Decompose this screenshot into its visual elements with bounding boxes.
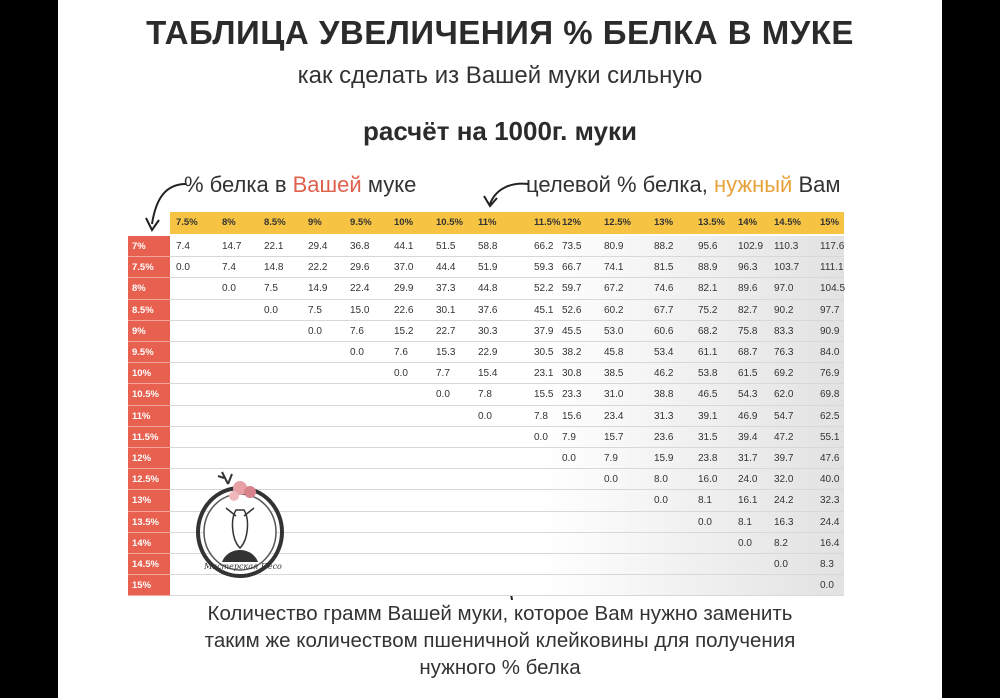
table-cell: 23.1: [534, 368, 554, 380]
table-cell: 30.8: [562, 368, 582, 380]
column-axis-label-post: Вам: [792, 172, 841, 197]
table-cell: 45.1: [534, 304, 554, 316]
table-cell: 90.2: [774, 304, 794, 316]
footer-line-1: Количество грамм Вашей муки, которое Вам нужно заменить: [207, 602, 793, 625]
table-cell: 44.1: [394, 241, 414, 252]
table-cell: 7.7: [436, 368, 450, 380]
row-header: 10%: [132, 368, 152, 380]
table-cell: 61.1: [698, 347, 718, 358]
column-header: 13%: [654, 217, 674, 228]
table-cell: 54.7: [774, 410, 794, 422]
row-axis-label-highlight: Вашей: [292, 172, 362, 197]
row-header: 9.5%: [132, 347, 154, 358]
row-header-divider: [128, 489, 170, 490]
column-header: 14.5%: [774, 217, 801, 228]
table-cell: 52.6: [562, 304, 582, 316]
column-header: 14%: [738, 217, 758, 228]
table-cell: 82.7: [738, 304, 758, 316]
table-cell: 44.4: [436, 262, 456, 274]
table-cell: 90.9: [820, 325, 840, 337]
page-title: ТАБЛИЦА УВЕЛИЧЕНИЯ % БЕЛКА В МУКЕ: [146, 14, 854, 51]
row-divider: [170, 320, 844, 321]
table-cell: 23.4: [604, 410, 624, 422]
table-cell: 0.0: [774, 559, 788, 570]
table-cell: 7.9: [562, 431, 576, 443]
row-header-divider: [128, 405, 170, 406]
table-cell: 59.3: [534, 262, 554, 274]
table-cell: 37.6: [478, 304, 498, 316]
table-cell: 22.6: [394, 304, 414, 316]
row-header: 10.5%: [132, 389, 159, 401]
table-cell: 32.3: [820, 495, 840, 507]
table-cell: 45.5: [562, 325, 582, 337]
table-cell: 24.0: [738, 474, 758, 486]
table-cell: 39.1: [698, 410, 718, 422]
table-cell: 16.4: [820, 537, 840, 549]
table-cell: 0.0: [394, 368, 408, 380]
table-cell: 111.1: [820, 262, 844, 274]
table-cell: 36.8: [350, 241, 370, 252]
table-cell: 104.5: [820, 283, 846, 295]
table-cell: 16.3: [774, 516, 794, 528]
row-header-divider: [128, 383, 170, 384]
table-cell: 0.0: [604, 474, 618, 486]
row-header-divider: [128, 447, 170, 448]
table-cell: 54.3: [738, 389, 758, 401]
table-cell: 37.0: [394, 262, 414, 274]
row-header: 11%: [132, 410, 151, 422]
table-cell: 39.4: [738, 431, 758, 443]
row-divider: [170, 447, 844, 448]
table-cell: 89.6: [738, 283, 758, 295]
row-divider: [170, 341, 844, 342]
row-header: 8%: [132, 283, 146, 295]
table-cell: 53.8: [698, 368, 718, 380]
row-header-divider: [128, 256, 170, 257]
table-cell: 110.3: [774, 241, 799, 252]
column-header: 15%: [820, 217, 840, 228]
table-cell: 7.9: [604, 453, 618, 464]
table-cell: 24.2: [774, 495, 794, 507]
row-header-divider: [128, 468, 170, 469]
table-cell: 24.4: [820, 516, 840, 528]
table-cell: 15.9: [654, 453, 674, 464]
column-axis-label-pre: целевой % белка,: [526, 172, 714, 197]
table-cell: 44.8: [478, 283, 498, 295]
table-cell: 38.5: [604, 368, 624, 380]
row-header: 13%: [132, 495, 152, 507]
column-header: 11%: [478, 217, 497, 228]
row-divider: [170, 595, 844, 596]
footer-line-3: нужного % белка: [419, 656, 581, 679]
column-header: 10.5%: [436, 217, 463, 228]
table-cell: 38.8: [654, 389, 674, 401]
row-axis-label: [184, 172, 416, 198]
table-cell: 0.0: [478, 410, 492, 422]
table-cell: 16.1: [738, 495, 758, 507]
row-header-divider: [128, 299, 170, 300]
table-cell: 76.3: [774, 347, 794, 358]
table-cell: 0.0: [436, 389, 450, 401]
table-cell: 14.9: [308, 283, 328, 295]
table-cell: 75.8: [738, 325, 758, 337]
table-cell: 53.4: [654, 347, 674, 358]
table-cell: 75.2: [698, 304, 718, 316]
table-cell: 37.9: [534, 325, 554, 337]
column-header: 9%: [308, 217, 322, 228]
row-header: 7%: [132, 241, 146, 252]
row-divider: [170, 362, 844, 363]
table-cell: 103.7: [774, 262, 800, 274]
table-cell: 7.5: [308, 304, 322, 316]
table-cell: 31.5: [698, 431, 718, 443]
table-cell: 7.6: [394, 347, 408, 358]
table-cell: 23.6: [654, 431, 674, 443]
table-cell: 7.8: [478, 389, 492, 401]
page-subtitle: как сделать из Вашей муки сильную: [297, 62, 703, 89]
calculation-basis: расчёт на 1000г. муки: [363, 116, 637, 146]
table-cell: 51.5: [436, 241, 456, 252]
table-cell: 117.6: [820, 241, 845, 252]
table-cell: 51.9: [478, 262, 498, 274]
row-header: 14%: [132, 537, 152, 549]
table-cell: 0.0: [534, 431, 548, 443]
table-cell: 37.3: [436, 283, 456, 295]
row-header: 9%: [132, 325, 146, 337]
table-cell: 14.7: [222, 241, 242, 252]
table-cell: 66.7: [562, 262, 582, 274]
table-cell: 29.4: [308, 241, 328, 252]
table-cell: 15.5: [534, 389, 554, 401]
table-cell: 95.6: [698, 241, 718, 252]
row-header: 12.5%: [132, 474, 159, 486]
table-cell: 29.6: [350, 262, 370, 274]
table-cell: 60.6: [654, 325, 674, 337]
table-cell: 62.5: [820, 410, 840, 422]
table-cell: 0.0: [562, 453, 576, 464]
table-cell: 52.2: [534, 283, 554, 295]
table-cell: 7.4: [222, 262, 236, 274]
table-cell: 67.7: [654, 304, 674, 316]
table-cell: 0.0: [350, 347, 364, 358]
table-cell: 46.9: [738, 410, 758, 422]
row-axis-label-pre: % белка в: [184, 172, 293, 197]
row-header-divider: [128, 341, 170, 342]
table-cell: 30.1: [436, 304, 456, 316]
table-cell: 22.1: [264, 241, 284, 252]
row-header: 7.5%: [132, 262, 154, 274]
row-header-divider: [128, 362, 170, 363]
row-divider: [170, 405, 844, 406]
table-cell: 88.9: [698, 262, 718, 274]
table-cell: 61.5: [738, 368, 758, 380]
column-header: 8.5%: [264, 217, 286, 228]
table-cell: 40.0: [820, 474, 840, 486]
table-cell: 32.0: [774, 474, 794, 486]
table-cell: 76.9: [820, 368, 840, 380]
table-cell: 7.5: [264, 283, 278, 295]
table-cell: 88.2: [654, 241, 674, 252]
table-cell: 0.0: [698, 516, 712, 528]
row-header-divider: [128, 320, 170, 321]
table-cell: 73.5: [562, 241, 582, 252]
row-header: 13.5%: [132, 516, 159, 528]
table-cell: 14.8: [264, 262, 284, 274]
table-cell: 0.0: [654, 495, 668, 507]
table-cell: 58.8: [478, 241, 498, 252]
table-cell: 38.2: [562, 347, 582, 358]
column-header: 13.5%: [698, 217, 725, 228]
row-header: 12%: [132, 453, 152, 464]
row-header-divider: [128, 426, 170, 427]
table-cell: 7.6: [350, 325, 364, 337]
table-cell: 46.5: [698, 389, 718, 401]
table-cell: 80.9: [604, 241, 624, 252]
row-divider: [170, 277, 844, 278]
row-divider: [170, 256, 844, 257]
column-header: 7.5%: [176, 217, 198, 228]
table-cell: 53.0: [604, 325, 624, 337]
table-cell: 46.2: [654, 368, 674, 380]
column-axis-label-highlight: нужный: [713, 172, 793, 197]
row-divider: [170, 426, 844, 427]
table-cell: 97.7: [820, 304, 840, 316]
table-cell: 8.0: [654, 474, 668, 486]
row-header-divider: [128, 595, 170, 596]
table-cell: 0.0: [222, 283, 236, 295]
row-header: 14.5%: [132, 559, 159, 570]
column-header: 12%: [562, 217, 582, 228]
table-cell: 30.5: [534, 347, 554, 358]
table-cell: 22.4: [350, 283, 370, 295]
table-cell: 15.7: [604, 431, 624, 443]
table-cell: 0.0: [738, 537, 752, 549]
table-cell: 8.1: [738, 516, 752, 528]
table-cell: 102.9: [738, 241, 764, 252]
table-cell: 7.4: [176, 241, 190, 252]
footer-line-2: таким же количеством пшеничной клейковины для получения: [204, 629, 796, 652]
column-header: 10%: [394, 217, 414, 228]
table-cell: 96.3: [738, 262, 758, 274]
table-cell: 67.2: [604, 283, 624, 295]
table-cell: 47.2: [774, 431, 794, 443]
column-axis-label: [526, 172, 840, 198]
table-cell: 66.2: [534, 241, 554, 252]
curved-arrow-icon: [474, 170, 530, 210]
logo-text: Мастерская Песо: [204, 562, 282, 571]
column-header: 8%: [222, 217, 236, 228]
table-cell: 81.5: [654, 262, 674, 274]
row-header: 15%: [132, 580, 152, 592]
table-cell: 45.8: [604, 347, 624, 358]
table-cell: 15.3: [436, 347, 456, 358]
row-header-divider: [128, 553, 170, 554]
table-cell: 22.9: [478, 347, 498, 358]
table-cell: 16.0: [698, 474, 718, 486]
row-header: 11.5%: [132, 431, 159, 443]
table-cell: 74.6: [654, 283, 674, 295]
table-cell: 23.3: [562, 389, 582, 401]
table-cell: 31.7: [738, 453, 758, 464]
table-cell: 62.0: [774, 389, 794, 401]
footer-note: [58, 600, 942, 681]
table-cell: 39.7: [774, 453, 794, 464]
table-cell: 7.8: [534, 410, 548, 422]
row-axis-label-post: муке: [361, 172, 417, 197]
table-cell: 8.2: [774, 537, 788, 549]
table-cell: 69.2: [774, 368, 794, 380]
table-cell: 30.3: [478, 325, 498, 337]
table-cell: 82.1: [698, 283, 718, 295]
table-cell: 8.3: [820, 559, 834, 570]
table-cell: 31.0: [604, 389, 624, 401]
table-cell: 59.7: [562, 283, 582, 295]
table-cell: 0.0: [176, 262, 190, 274]
row-header: 8.5%: [132, 304, 154, 316]
table-cell: 8.1: [698, 495, 712, 507]
table-cell: 55.1: [820, 431, 840, 443]
table-cell: 15.6: [562, 410, 582, 422]
column-header: 9.5%: [350, 217, 372, 228]
column-header: 12.5%: [604, 217, 631, 228]
table-cell: 22.7: [436, 325, 456, 337]
table-cell: 15.4: [478, 368, 498, 380]
table-cell: 68.7: [738, 347, 758, 358]
table-cell: 0.0: [264, 304, 278, 316]
table-cell: 83.3: [774, 325, 794, 337]
table-cell: 0.0: [308, 325, 322, 337]
table-cell: 97.0: [774, 283, 794, 295]
row-header-divider: [128, 532, 170, 533]
table-cell: 15.2: [394, 325, 414, 337]
row-header-divider: [128, 277, 170, 278]
row-header-divider: [128, 574, 170, 575]
table-cell: 69.8: [820, 389, 840, 401]
row-divider: [170, 383, 844, 384]
table-cell: 15.0: [350, 304, 370, 316]
table-cell: 74.1: [604, 262, 624, 274]
table-cell: 47.6: [820, 453, 840, 464]
table-cell: 29.9: [394, 283, 414, 295]
table-cell: 68.2: [698, 325, 718, 337]
table-cell: 0.0: [820, 580, 834, 592]
table-cell: 22.2: [308, 262, 328, 274]
table-cell: 84.0: [820, 347, 840, 358]
row-divider: [170, 299, 844, 300]
table-cell: 60.2: [604, 304, 624, 316]
table-cell: 31.3: [654, 410, 674, 422]
table-cell: 23.8: [698, 453, 718, 464]
page: [58, 0, 942, 698]
column-header: 11.5%: [534, 217, 561, 228]
row-header-divider: [128, 511, 170, 512]
